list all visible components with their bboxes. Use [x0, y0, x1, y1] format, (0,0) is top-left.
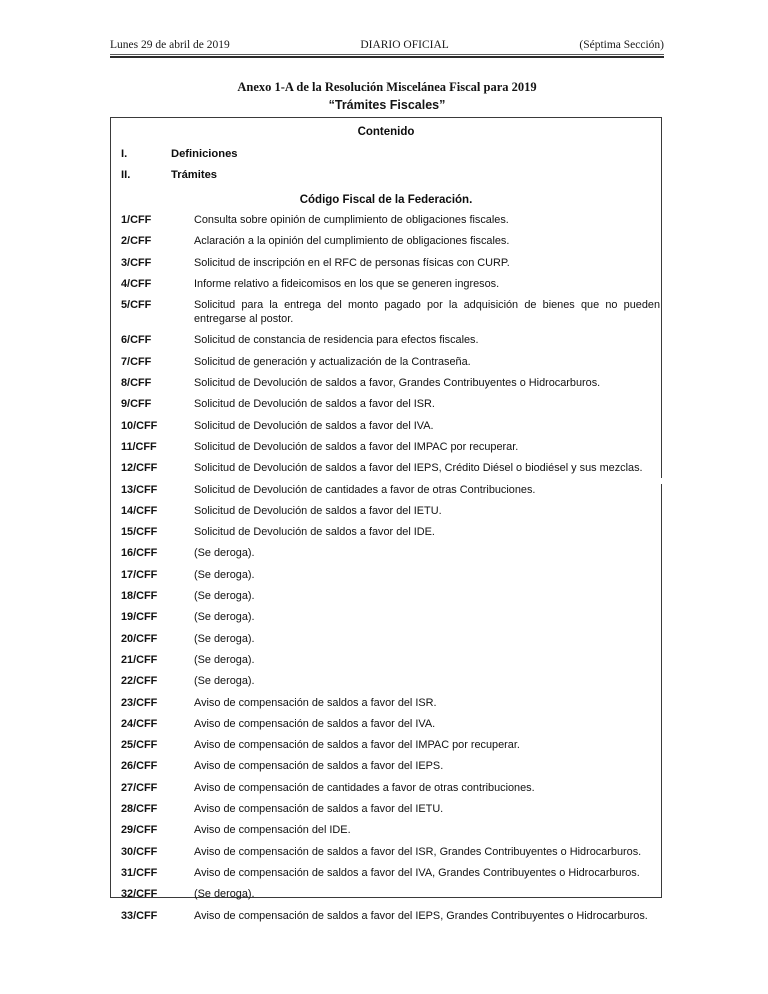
header-rule-thick [110, 56, 664, 58]
entry-description: Solicitud de Devolución de saldos a favor del IVA. [194, 419, 434, 432]
table-row [121, 674, 651, 688]
table-row [121, 376, 651, 390]
table-row [121, 823, 651, 837]
entry-code: 20/CFF [121, 632, 158, 645]
contents-heading: Contenido [357, 126, 415, 138]
section-label: Definiciones [171, 148, 238, 160]
table-row [121, 759, 651, 773]
table-row [121, 397, 651, 411]
table-row [121, 568, 651, 582]
table-row [121, 696, 651, 710]
table-row [121, 483, 651, 497]
table-row [121, 234, 651, 248]
entry-description: Solicitud de inscripción en el RFC de personas físicas con CURP. [194, 256, 510, 269]
section-number: II. [121, 169, 131, 181]
entry-code: 4/CFF [121, 277, 152, 290]
entry-description: Aviso de compensación de cantidades a favor de otras contribuciones. [194, 781, 535, 794]
table-row [121, 419, 651, 433]
entry-code: 22/CFF [121, 675, 158, 688]
section-number: I. [121, 148, 128, 160]
annex-title: Anexo 1-A de la Resolución Miscelánea Fiscal para 2019 [237, 80, 537, 94]
table-row [121, 504, 651, 518]
entry-description: Solicitud de Devolución de cantidades a favor de otras Contribuciones. [194, 483, 536, 496]
table-row [121, 333, 651, 347]
entry-description: Solicitud de Devolución de saldos a favor del IEPS, Crédito Diésel o biodiésel y sus mezclas. [194, 462, 643, 475]
annex-subtitle: “Trámites Fiscales” [328, 98, 446, 112]
entry-code: 11/CFF [121, 440, 157, 453]
code-subheading: Código Fiscal de la Federación. [299, 194, 473, 206]
entry-description: (Se deroga). [194, 888, 255, 901]
entry-code: 1/CFF [121, 214, 152, 226]
table-row [121, 610, 651, 624]
entry-code: 14/CFF [121, 504, 158, 517]
entry-description: Aviso de compensación de saldos a favor del IVA. [194, 717, 436, 730]
entry-code: 31/CFF [121, 866, 158, 879]
table-row [121, 355, 651, 369]
entry-description: Solicitud de Devolución de saldos a favor, Grandes Contribuyentes o Hidrocarburos. [194, 377, 601, 390]
running-head-date: Lunes 29 de abril de 2019 [110, 39, 230, 51]
entry-code: 23/CFF [121, 696, 158, 709]
entry-description: Aviso de compensación de saldos a favor del IEPS, Grandes Contribuyentes o Hidrocarburos. [194, 909, 648, 922]
table-row [121, 256, 651, 270]
entry-code: 8/CFF [121, 377, 152, 390]
entry-code: 16/CFF [121, 547, 158, 560]
running-head [110, 38, 664, 52]
entry-code: 2/CFF [121, 235, 152, 248]
entry-code: 12/CFF [121, 462, 158, 475]
entry-code: 13/CFF [121, 483, 158, 496]
running-head-section: (Séptima Sección) [579, 39, 664, 51]
entry-code: 7/CFF [121, 355, 152, 368]
section-label: Trámites [171, 169, 218, 181]
entry-code: 24/CFF [121, 717, 158, 730]
entry-code: 6/CFF [121, 334, 152, 347]
entry-code: 3/CFF [121, 256, 152, 269]
entry-code: 5/CFF [121, 299, 152, 312]
table-row [121, 213, 651, 227]
entry-description: Aviso de compensación de saldos a favor del ISR, Grandes Contribuyentes o Hidrocarburos. [194, 845, 642, 858]
entry-description: (Se deroga). [194, 590, 255, 603]
entry-code: 18/CFF [121, 590, 158, 603]
entry-description: (Se deroga). [194, 675, 255, 688]
entries-list [121, 213, 660, 923]
entry-description: Solicitud de generación y actualización de la Contraseña. [194, 355, 471, 368]
entry-description: Aclaración a la opinión del cumplimiento de obligaciones fiscales. [194, 235, 510, 248]
entry-description: Solicitud de constancia de residencia para efectos fiscales. [194, 334, 479, 347]
entry-code: 21/CFF [121, 653, 158, 666]
table-row [121, 461, 651, 475]
table-row [121, 717, 651, 731]
entry-description: Solicitud de Devolución de saldos a favor del IETU. [194, 504, 442, 517]
table-row [121, 845, 651, 859]
entry-description: Informe relativo a fideicomisos en los que se generen ingresos. [194, 277, 500, 290]
entry-description: Aviso de compensación de saldos a favor del IETU. [194, 803, 444, 816]
contents-table [110, 117, 662, 922]
entry-code: 33/CFF [121, 909, 158, 922]
table-row [121, 440, 651, 454]
section-row [121, 144, 651, 165]
table-row [121, 298, 660, 326]
entry-code: 10/CFF [121, 419, 158, 432]
entry-code: 29/CFF [121, 824, 158, 837]
entry-description: (Se deroga). [194, 568, 255, 581]
entry-description: Solicitud para la entrega del monto pagado por la adquisición de bienes que no pueden entregarse al postor. [194, 299, 660, 326]
entry-description: (Se deroga). [194, 653, 255, 666]
table-row [121, 802, 651, 816]
entry-description: Aviso de compensación de saldos a favor del IMPAC por recuperar. [194, 739, 520, 752]
table-row [121, 909, 651, 923]
running-head-title: DIARIO OFICIAL [360, 39, 449, 51]
entry-code: 28/CFF [121, 803, 158, 816]
entry-description: Solicitud de Devolución de saldos a favor del ISR. [194, 398, 435, 411]
entry-description: Aviso de compensación de saldos a favor del IVA, Grandes Contribuyentes o Hidrocarburos. [194, 866, 640, 879]
entry-description: Aviso de compensación de saldos a favor del IEPS. [194, 760, 444, 773]
table-row [121, 632, 651, 646]
table-row [121, 589, 651, 603]
table-row [121, 525, 651, 539]
table-row [121, 887, 651, 901]
entry-description: Consulta sobre opinión de cumplimiento de obligaciones fiscales. [194, 214, 509, 226]
table-row [121, 738, 651, 752]
table-row [121, 781, 651, 795]
entry-code: 26/CFF [121, 760, 158, 773]
entry-code: 25/CFF [121, 739, 158, 752]
entry-description: Aviso de compensación de saldos a favor del ISR. [194, 696, 437, 709]
entry-code: 9/CFF [121, 398, 152, 411]
entry-code: 30/CFF [121, 845, 158, 858]
sections-list [121, 144, 651, 186]
section-row [121, 165, 651, 186]
table-row [121, 866, 651, 880]
entry-code: 32/CFF [121, 888, 158, 901]
table-row [121, 653, 651, 667]
header-rule-thin [110, 54, 664, 55]
entry-description: Solicitud de Devolución de saldos a favor del IDE. [194, 526, 435, 539]
entry-description: (Se deroga). [194, 632, 255, 645]
border-scan-artifact [660, 478, 663, 484]
entry-code: 15/CFF [121, 526, 158, 539]
entry-description: (Se deroga). [194, 611, 255, 624]
entry-description: Solicitud de Devolución de saldos a favor del IMPAC por recuperar. [194, 440, 519, 453]
table-row [121, 546, 651, 560]
entry-code: 17/CFF [121, 568, 158, 581]
entry-description: (Se deroga). [194, 547, 255, 560]
entry-code: 19/CFF [121, 611, 158, 624]
entry-code: 27/CFF [121, 781, 158, 794]
table-row [121, 277, 651, 291]
entry-description: Aviso de compensación del IDE. [194, 824, 351, 837]
